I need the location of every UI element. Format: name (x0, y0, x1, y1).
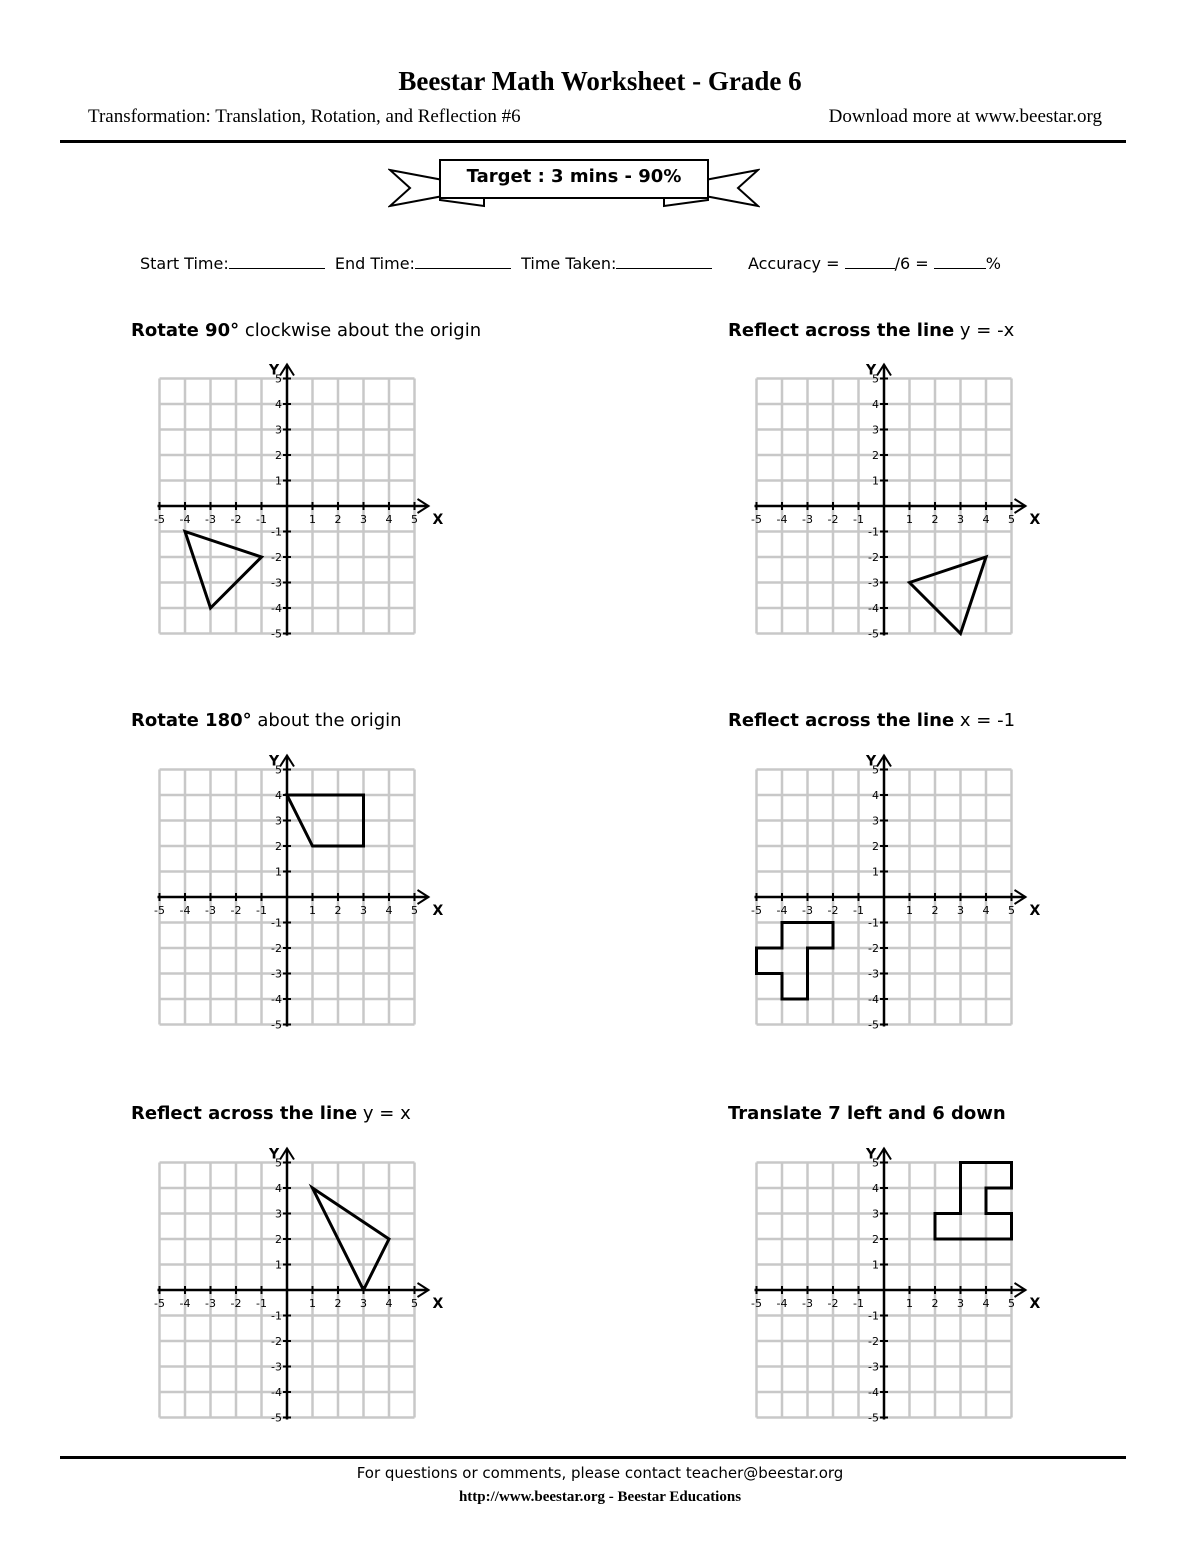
target-label: Target : 3 mins - 90% (466, 166, 682, 187)
y-tick-label: 5 (275, 372, 282, 386)
x-axis-label: X (1029, 512, 1041, 528)
x-tick-label: 5 (411, 513, 418, 526)
x-tick-label: 5 (411, 1297, 418, 1310)
x-tick-label: 1 (906, 904, 913, 917)
y-tick-label: -5 (868, 1411, 879, 1425)
start-time-blank[interactable] (229, 254, 325, 269)
transform-figure (757, 923, 834, 1000)
y-tick-label: -2 (271, 551, 282, 564)
y-tick-label: -2 (868, 551, 879, 564)
y-tick-label: -4 (868, 1386, 879, 1399)
x-tick-label: -5 (154, 904, 165, 917)
x-tick-label: -2 (827, 513, 839, 526)
y-tick-label: 1 (872, 865, 879, 879)
x-tick-label: 5 (1008, 904, 1015, 917)
problem-1-title-rest: clockwise about the origin (239, 320, 482, 341)
y-tick-label: -1 (868, 525, 879, 539)
coordinate-grid-3[interactable] (145, 746, 445, 1036)
x-tick-label: -1 (853, 1297, 864, 1310)
y-axis-label: Y (269, 753, 280, 770)
x-tick-label: 2 (931, 513, 939, 526)
problem-3-title-rest: about the origin (251, 710, 402, 731)
y-tick-label: 5 (872, 763, 879, 777)
y-tick-label: -3 (271, 1360, 282, 1374)
y-tick-label: -4 (868, 993, 879, 1006)
y-tick-label: 1 (275, 865, 282, 879)
y-tick-label: -5 (868, 627, 879, 641)
x-tick-label: -4 (776, 513, 788, 526)
y-tick-label: 2 (872, 449, 879, 462)
worksheet-title: Beestar Math Worksheet - Grade 6 (398, 66, 802, 96)
x-tick-label: -5 (751, 904, 762, 917)
y-tick-label: -4 (271, 993, 282, 1006)
download-link[interactable]: Download more at www.beestar.org (828, 106, 1102, 127)
y-tick-label: -1 (271, 1309, 282, 1323)
problem-6-title (728, 1103, 1006, 1124)
x-axis-label: X (1029, 903, 1041, 919)
accuracy-percent-blank[interactable] (934, 254, 986, 269)
x-tick-label: 2 (931, 904, 939, 917)
y-axis-label: Y (269, 1146, 280, 1163)
x-axis-label: X (432, 903, 444, 919)
y-tick-label: 4 (872, 789, 879, 802)
x-tick-label: -5 (751, 1297, 762, 1310)
y-tick-label: -4 (868, 602, 879, 615)
y-tick-label: -3 (868, 1360, 879, 1374)
y-tick-label: -1 (271, 916, 282, 930)
x-tick-label: 4 (982, 904, 990, 917)
banner-right-tail (705, 170, 758, 206)
y-tick-label: 1 (872, 474, 879, 488)
banner-left-tail (390, 170, 443, 206)
y-tick-label: 5 (872, 1156, 879, 1170)
y-tick-label: 4 (275, 398, 282, 411)
x-tick-label: -2 (230, 513, 242, 526)
x-tick-label: -4 (776, 1297, 788, 1310)
transform-figure (910, 557, 987, 634)
x-tick-label: 1 (906, 1297, 913, 1310)
y-tick-label: -4 (271, 1386, 282, 1399)
problem-1-title-bold: Rotate 90° (131, 320, 240, 341)
problem-5-title (131, 1103, 411, 1124)
y-tick-label: 3 (872, 423, 879, 437)
x-tick-label: 2 (334, 513, 342, 526)
x-tick-label: 4 (385, 513, 393, 526)
x-tick-label: -3 (802, 513, 813, 526)
x-tick-label: -5 (154, 513, 165, 526)
x-tick-label: -1 (256, 904, 267, 917)
x-axis-label: X (1029, 1296, 1041, 1312)
y-tick-label: -2 (271, 942, 282, 955)
footer-contact: For questions or comments, please contact teacher@beestar.org (356, 1464, 844, 1482)
accuracy-label: Accuracy = (747, 254, 845, 273)
x-tick-label: 3 (957, 1297, 964, 1310)
problem-2-title (728, 320, 1014, 341)
y-tick-label: 2 (275, 449, 282, 462)
x-tick-label: -4 (179, 904, 191, 917)
x-tick-label: 4 (982, 1297, 990, 1310)
y-tick-label: -5 (271, 1018, 282, 1032)
accuracy-of-label: /6 = (894, 254, 934, 273)
coordinate-grid-5[interactable] (145, 1139, 445, 1429)
x-tick-label: -3 (205, 513, 216, 526)
x-tick-label: 3 (957, 904, 964, 917)
x-tick-label: -3 (205, 904, 216, 917)
y-tick-label: 2 (872, 1233, 879, 1246)
y-tick-label: -3 (271, 967, 282, 981)
y-tick-label: 1 (275, 474, 282, 488)
transform-figure (185, 532, 262, 609)
footer-divider (60, 1456, 1126, 1459)
y-tick-label: 3 (872, 814, 879, 828)
x-tick-label: -2 (827, 1297, 839, 1310)
problem-3-title-bold: Rotate 180° (131, 710, 252, 731)
y-tick-label: 4 (872, 1182, 879, 1195)
x-tick-label: 1 (906, 513, 913, 526)
timing-row (140, 254, 1001, 273)
x-tick-label: -3 (802, 1297, 813, 1310)
x-tick-label: 3 (360, 1297, 367, 1310)
y-tick-label: 1 (872, 1258, 879, 1272)
x-tick-label: -5 (751, 513, 762, 526)
x-tick-label: -2 (230, 904, 242, 917)
y-tick-label: 2 (275, 1233, 282, 1246)
y-tick-label: 3 (872, 1207, 879, 1221)
x-tick-label: -2 (827, 904, 839, 917)
y-axis-label: Y (866, 1146, 877, 1163)
percent-sign: % (985, 254, 1001, 273)
footer-site: http://www.beestar.org - Beestar Educations (458, 1489, 742, 1505)
problem-5-title-rest: y = x (357, 1103, 411, 1124)
problem-6-title-bold: Translate 7 left and 6 down (728, 1103, 1006, 1124)
problem-1-title (131, 320, 481, 341)
x-tick-label: -3 (802, 904, 813, 917)
y-tick-label: 2 (872, 840, 879, 853)
y-tick-label: -4 (271, 602, 282, 615)
coordinate-grid-4[interactable] (742, 746, 1042, 1036)
x-tick-label: 1 (309, 513, 316, 526)
x-tick-label: -1 (853, 513, 864, 526)
time-taken-blank[interactable] (616, 254, 712, 269)
y-tick-label: -2 (868, 1335, 879, 1348)
y-tick-label: 3 (275, 423, 282, 437)
y-tick-label: 5 (275, 1156, 282, 1170)
problem-4-title-rest: x = -1 (954, 710, 1016, 731)
y-tick-label: 3 (275, 814, 282, 828)
y-tick-label: -1 (868, 916, 879, 930)
y-tick-label: 4 (275, 789, 282, 802)
y-tick-label: 3 (275, 1207, 282, 1221)
problem-5-title-bold: Reflect across the line (131, 1103, 358, 1124)
coordinate-grid-6[interactable] (742, 1139, 1042, 1429)
x-tick-label: 5 (1008, 513, 1015, 526)
x-tick-label: 2 (334, 904, 342, 917)
x-tick-label: 4 (385, 1297, 393, 1310)
x-tick-label: 5 (411, 904, 418, 917)
y-tick-label: -1 (271, 525, 282, 539)
y-tick-label: 1 (275, 1258, 282, 1272)
header-divider (60, 140, 1126, 143)
y-tick-label: -2 (271, 1335, 282, 1348)
problem-2-title-bold: Reflect across the line (728, 320, 955, 341)
y-tick-label: -1 (868, 1309, 879, 1323)
x-tick-label: -4 (776, 904, 788, 917)
end-time-label: End Time: (334, 254, 415, 273)
transform-figure (935, 1163, 1012, 1240)
start-time-label: Start Time: (140, 254, 229, 273)
coordinate-grid-1[interactable] (145, 355, 445, 645)
x-tick-label: -1 (853, 904, 864, 917)
x-tick-label: 4 (982, 513, 990, 526)
y-tick-label: 4 (275, 1182, 282, 1195)
y-tick-label: -5 (868, 1018, 879, 1032)
y-tick-label: 5 (872, 372, 879, 386)
y-tick-label: -3 (271, 576, 282, 590)
y-tick-label: 4 (872, 398, 879, 411)
x-tick-label: -4 (179, 513, 191, 526)
problem-3-title (131, 710, 402, 731)
x-tick-label: -2 (230, 1297, 242, 1310)
y-tick-label: 5 (275, 763, 282, 777)
x-tick-label: 3 (360, 904, 367, 917)
y-tick-label: -5 (271, 1411, 282, 1425)
x-tick-label: 5 (1008, 1297, 1015, 1310)
y-tick-label: -3 (868, 967, 879, 981)
x-tick-label: -1 (256, 1297, 267, 1310)
coordinate-grid-2[interactable] (742, 355, 1042, 645)
y-tick-label: 2 (275, 840, 282, 853)
y-axis-label: Y (866, 362, 877, 379)
problem-4-title (728, 710, 1015, 731)
x-tick-label: -5 (154, 1297, 165, 1310)
problem-4-title-bold: Reflect across the line (728, 710, 955, 731)
y-axis-label: Y (866, 753, 877, 770)
x-tick-label: 2 (334, 1297, 342, 1310)
x-axis-label: X (432, 1296, 444, 1312)
x-tick-label: 1 (309, 904, 316, 917)
y-tick-label: -5 (271, 627, 282, 641)
x-axis-label: X (432, 512, 444, 528)
end-time-blank[interactable] (415, 254, 511, 269)
x-tick-label: -3 (205, 1297, 216, 1310)
y-tick-label: -2 (868, 942, 879, 955)
accuracy-score-blank[interactable] (845, 254, 895, 269)
worksheet-subtitle: Transformation: Translation, Rotation, and Reflection #6 (88, 106, 521, 127)
x-tick-label: -1 (256, 513, 267, 526)
x-tick-label: -4 (179, 1297, 191, 1310)
x-tick-label: 1 (309, 1297, 316, 1310)
time-taken-label: Time Taken: (521, 254, 617, 273)
problem-2-title-rest: y = -x (954, 320, 1015, 341)
y-tick-label: -3 (868, 576, 879, 590)
x-tick-label: 3 (957, 513, 964, 526)
y-axis-label: Y (269, 362, 280, 379)
x-tick-label: 4 (385, 904, 393, 917)
x-tick-label: 3 (360, 513, 367, 526)
x-tick-label: 2 (931, 1297, 939, 1310)
